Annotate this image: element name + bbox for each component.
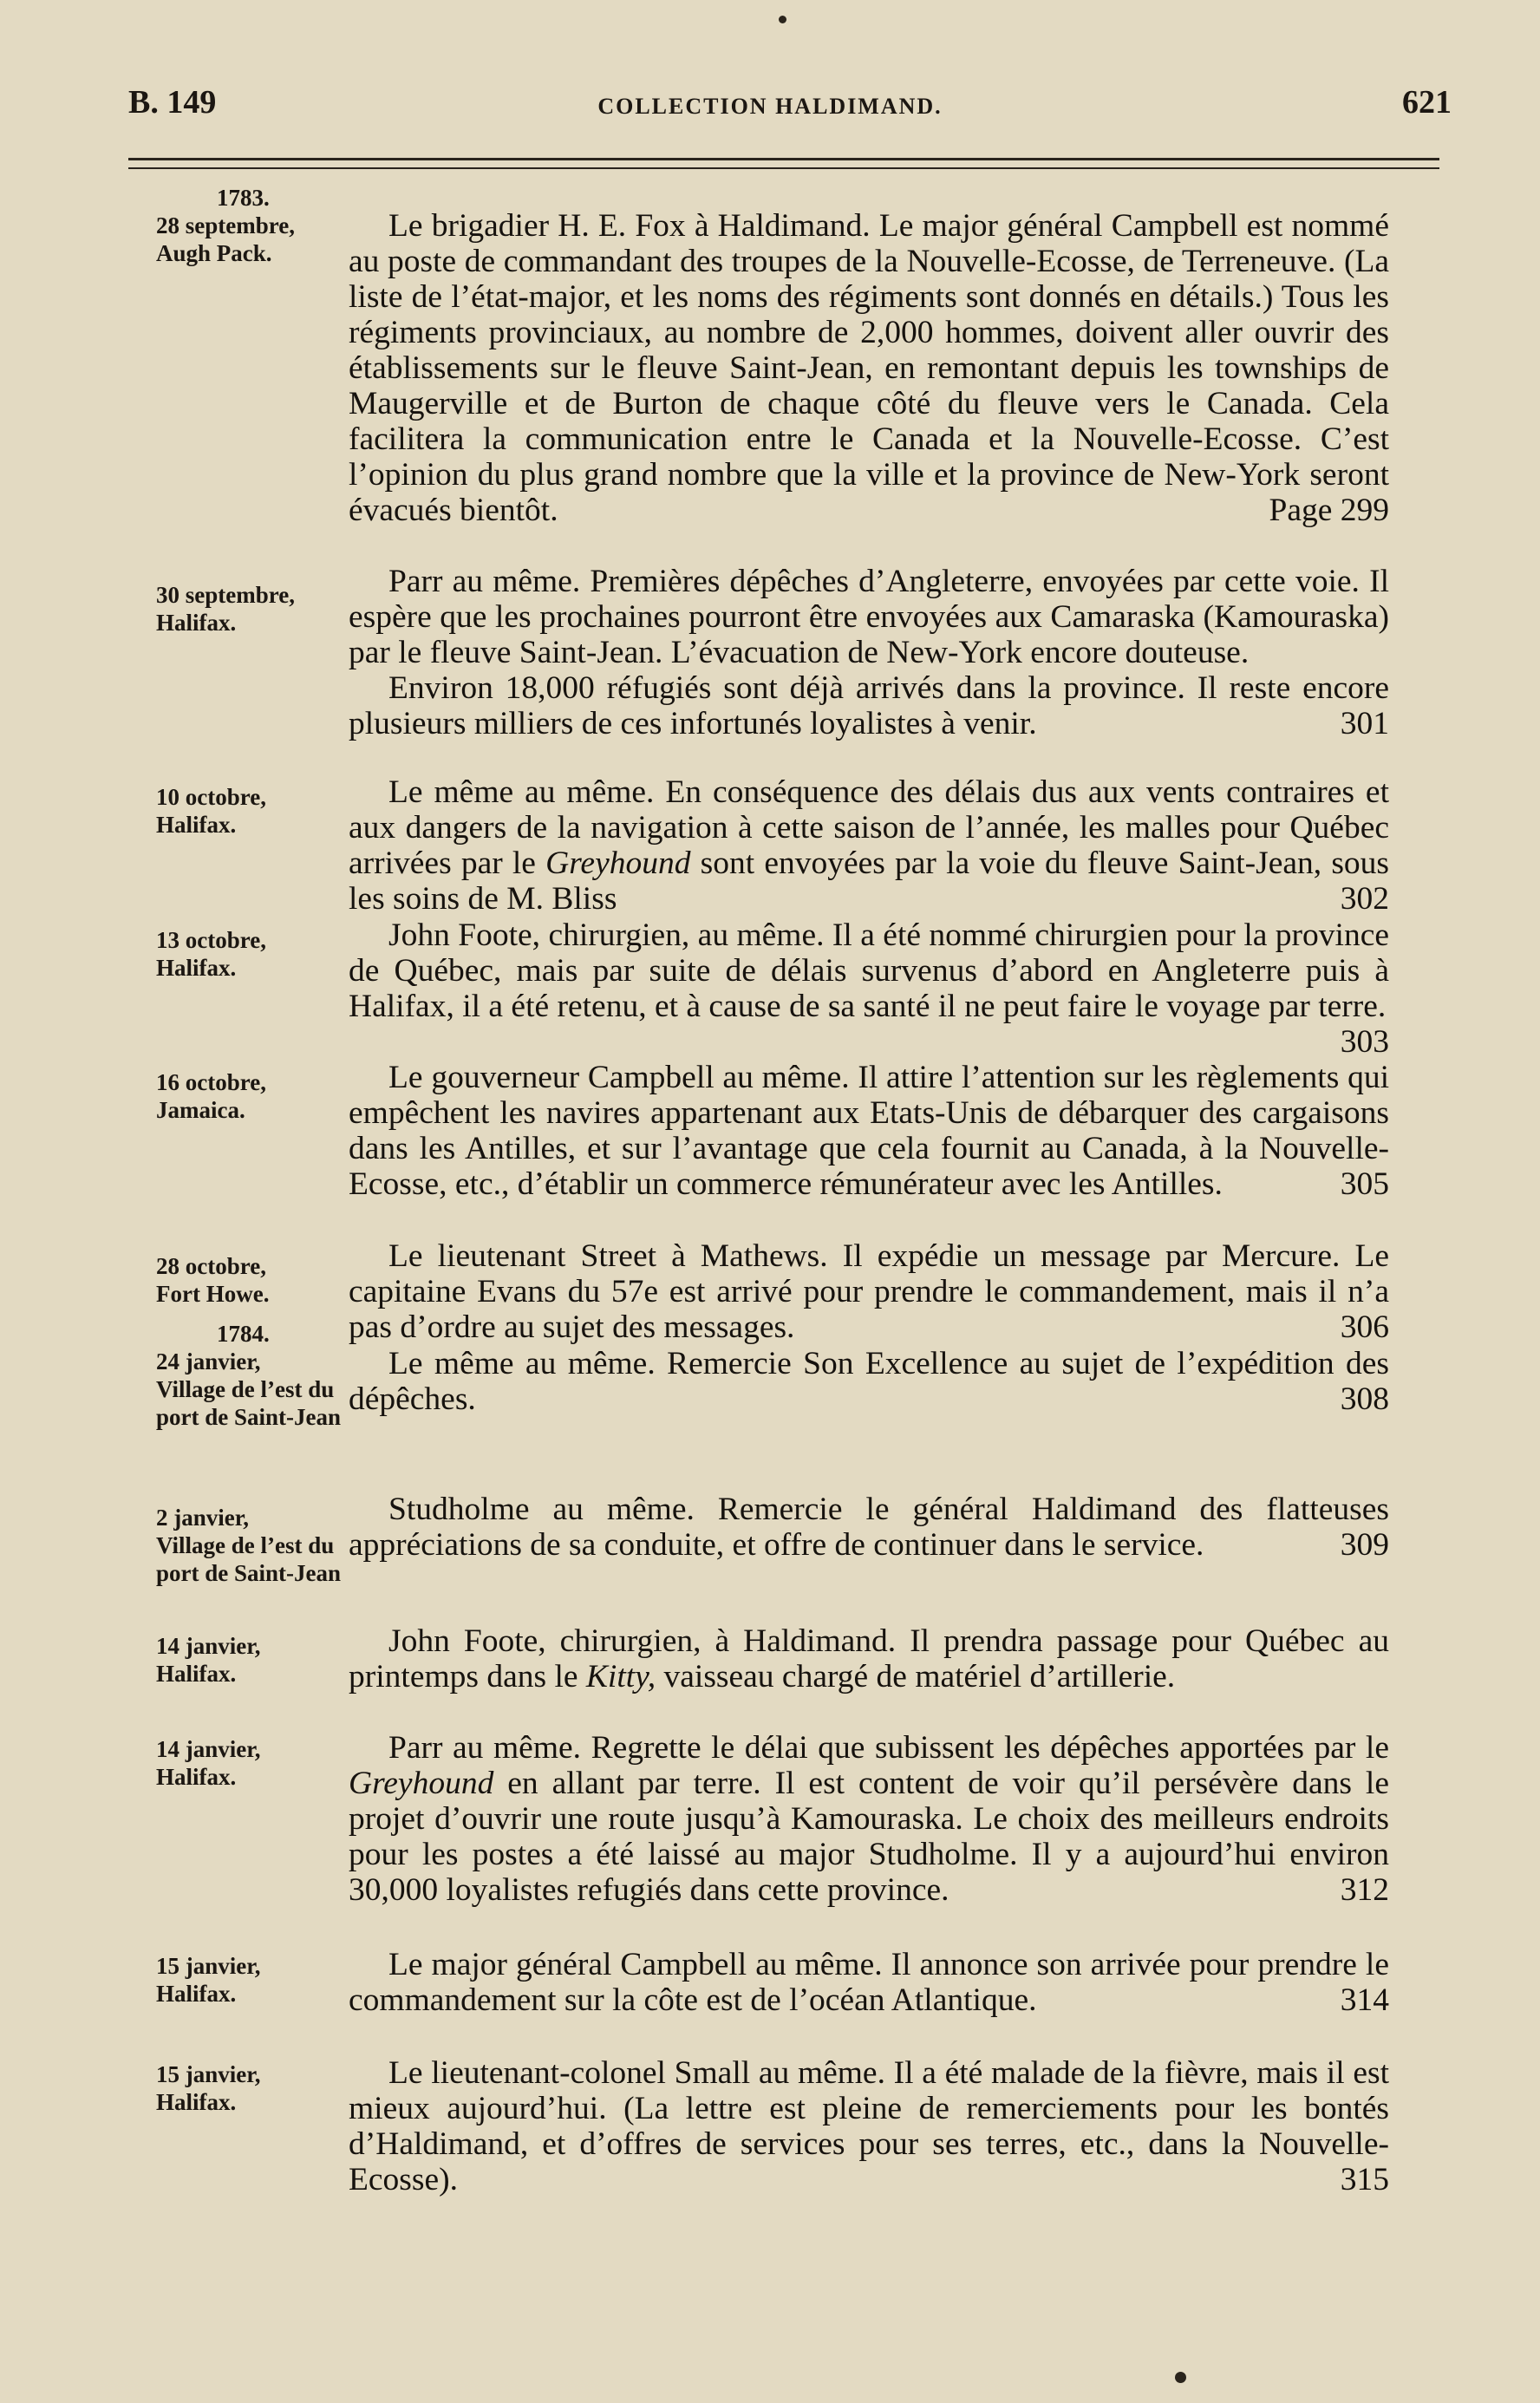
entry-date: 10 octobre,	[156, 784, 266, 810]
entry-date: 15 janvier,	[156, 2061, 261, 2087]
entry-page-ref: 308	[1340, 1381, 1389, 1417]
entry-place: Village de l’est du port de Saint-Jean	[156, 1376, 342, 1430]
header-rule	[128, 167, 1439, 169]
entry-page-ref: 315	[1340, 2162, 1389, 2197]
entry-year: 1784.	[217, 1321, 270, 1347]
entry-page-ref: 312	[1340, 1872, 1389, 1908]
ship-name: Kitty,	[585, 1659, 656, 1695]
entry-dateline	[156, 1068, 343, 1124]
entry-dateline	[156, 2060, 343, 2116]
ink-speck	[1175, 2372, 1186, 2383]
entry-place: Augh Pack.	[156, 240, 272, 266]
entry-text: John Foote, chirurgien, au même. Il a été nommé chirurgien pour la province de Québec, mais par suite de délais survenus d’abord en Angleterre puis à Halifax, il a été retenu, et à cause de sa santé il ne peut faire le voyage par terre. 303	[349, 917, 1389, 1060]
entry-date: 30 septembre,	[156, 582, 295, 608]
entry-text: Parr au même. Regrette le délai que subissent les dépêches apportées par le Greyhound en allant par terre. Il est content de voir qu’il persévère dans le projet d’ouvrir une route jusqu’à Kamouraska. Le choix des meilleurs endroits pour les postes a été laissé au major Studholme. Il y a aujourd’hui environ 30,000 loyalistes refugiés dans cette province. 312	[349, 1730, 1389, 1908]
entry-place: Jamaica.	[156, 1097, 245, 1123]
entry-dateline	[156, 783, 343, 839]
entry-page-ref: 305	[1340, 1166, 1389, 1202]
entry-text: Le lieutenant-colonel Small au même. Il a été malade de la fièvre, mais il est mieux aujourd’hui. (La lettre est pleine de remerciements pour les bontés d’Haldimand, et d’offres de services pour ses terres, etc., dans la Nouvelle-Ecosse). 315	[349, 2055, 1389, 2197]
entry-date: 28 septembre,	[156, 212, 295, 238]
entry-text: John Foote, chirurgien, à Haldimand. Il prendra passage pour Québec au printemps dans le Kitty, vaisseau chargé de matériel d’artillerie.	[349, 1623, 1389, 1695]
ship-name: Greyhound	[349, 1766, 494, 1801]
entry-page-ref: 301	[1340, 706, 1389, 741]
entry-dateline	[156, 1504, 343, 1587]
entry-page-ref: 309	[1340, 1527, 1389, 1563]
entry-date: 16 octobre,	[156, 1069, 266, 1095]
entry-dateline	[156, 1632, 343, 1688]
entry-dateline	[156, 581, 343, 637]
entry-place: Halifax.	[156, 2089, 237, 2115]
entry-date: 2 janvier,	[156, 1505, 249, 1531]
entry-date: 24 janvier,	[156, 1348, 261, 1375]
entry-text: Le gouverneur Campbell au même. Il attire l’attention sur les règlements qui empêchent les navires appartenant aux Etats-Unis de débarquer des cargaisons dans les Antilles, et sur l’avantage que cela fournit au Canada, à la Nouvelle-Ecosse, etc., d’établir un commerce rémunérateur avec les Antilles. 305	[349, 1060, 1389, 1202]
entry-dateline	[156, 1252, 343, 1308]
entry-date: 28 octobre,	[156, 1253, 266, 1279]
entry-text: Le même au même. Remercie Son Excellence au sujet de l’expédition des dépêches. 308	[349, 1346, 1389, 1417]
entry-place: Halifax.	[156, 610, 237, 636]
ship-name: Greyhound	[545, 846, 691, 881]
entry-place: Halifax.	[156, 1981, 237, 2007]
ink-speck	[779, 16, 786, 23]
entry-text: Studholme au même. Remercie le général Haldimand des flatteuses appréciations de sa conduite, et offre de continuer dans le service. 309	[349, 1492, 1389, 1563]
entry-page-ref: Page 299	[1269, 493, 1389, 528]
entry-year: 1783.	[217, 185, 270, 211]
running-title: COLLECTION HALDIMAND.	[597, 94, 943, 119]
entry-place: Halifax.	[156, 955, 237, 981]
page-number: 621	[1402, 84, 1452, 121]
entry-place: Village de l’est du port de Saint-Jean	[156, 1532, 342, 1586]
entry-date: 13 octobre,	[156, 927, 266, 953]
entry-text: Le major général Campbell au même. Il annonce son arrivée pour prendre le commandement sur la côte est de l’océan Atlantique. 314	[349, 1947, 1389, 2018]
entry-dateline	[156, 184, 343, 267]
entry-place: Halifax.	[156, 1764, 237, 1790]
entry-date: 14 janvier,	[156, 1736, 261, 1762]
entry-date: 15 janvier,	[156, 1953, 261, 1979]
entry-place: Halifax.	[156, 1661, 237, 1687]
entry-place: Fort Howe.	[156, 1281, 270, 1307]
entry-date: 14 janvier,	[156, 1633, 261, 1659]
entry-dateline	[156, 1735, 343, 1791]
entry-page-ref: 302	[1340, 881, 1389, 917]
entry-text: Parr au même. Premières dépêches d’Angleterre, envoyées par cette voie. Il espère que les prochaines pourront être envoyées aux Camaraska (Kamouraska) par le fleuve Saint-Jean. L’évacuation de New-York encore douteuse. Environ 18,000 réfugiés sont déjà arrivés dans la province. Il reste encore plusieurs milliers de ces infortunés loyalistes à venir. 301	[349, 564, 1389, 741]
header-rule	[128, 158, 1439, 160]
entry-dateline	[156, 926, 343, 982]
entry-page-ref: 303	[1340, 1024, 1389, 1060]
collection-volume: B. 149	[128, 84, 217, 121]
entry-dateline	[156, 1952, 343, 2008]
entry-text: Le même au même. En conséquence des délais dus aux vents contraires et aux dangers de la navigation à cette saison de l’année, les malles pour Québec arrivées par le Greyhound sont envoyées par la voie du fleuve Saint-Jean, sous les soins de M. Bliss 302	[349, 774, 1390, 917]
entry-text: Le lieutenant Street à Mathews. Il expédie un message par Mercure. Le capitaine Evans du 57e est arrivé pour prendre le commandement, mais il n’a pas d’ordre au sujet des messages. 306	[349, 1238, 1389, 1345]
entry-page-ref: 306	[1340, 1309, 1389, 1345]
entry-text: Le brigadier H. E. Fox à Haldimand. Le major général Campbell est nommé au poste de commandant des troupes de la Nouvelle-Ecosse, de Terreneuve. (La liste de l’état-major, et les noms des régiments sont donnés en détails.) Tous les régiments provinciaux, au nombre de 2,000 hommes, doivent aller ouvrir des établissements sur le fleuve Saint-Jean, en remontant depuis les townships de Maugerville et de Burton de chaque côté du fleuve vers le Canada. Cela facilitera la communication entre le Canada et la Nouvelle-Ecosse. C’est l’opinion du plus grand nombre que la ville et la province de New-York seront évacués bientôt. Page 299	[349, 208, 1389, 528]
entry-page-ref: 314	[1340, 1982, 1389, 2018]
entry-dateline	[156, 1320, 343, 1431]
entry-place: Halifax.	[156, 812, 237, 838]
